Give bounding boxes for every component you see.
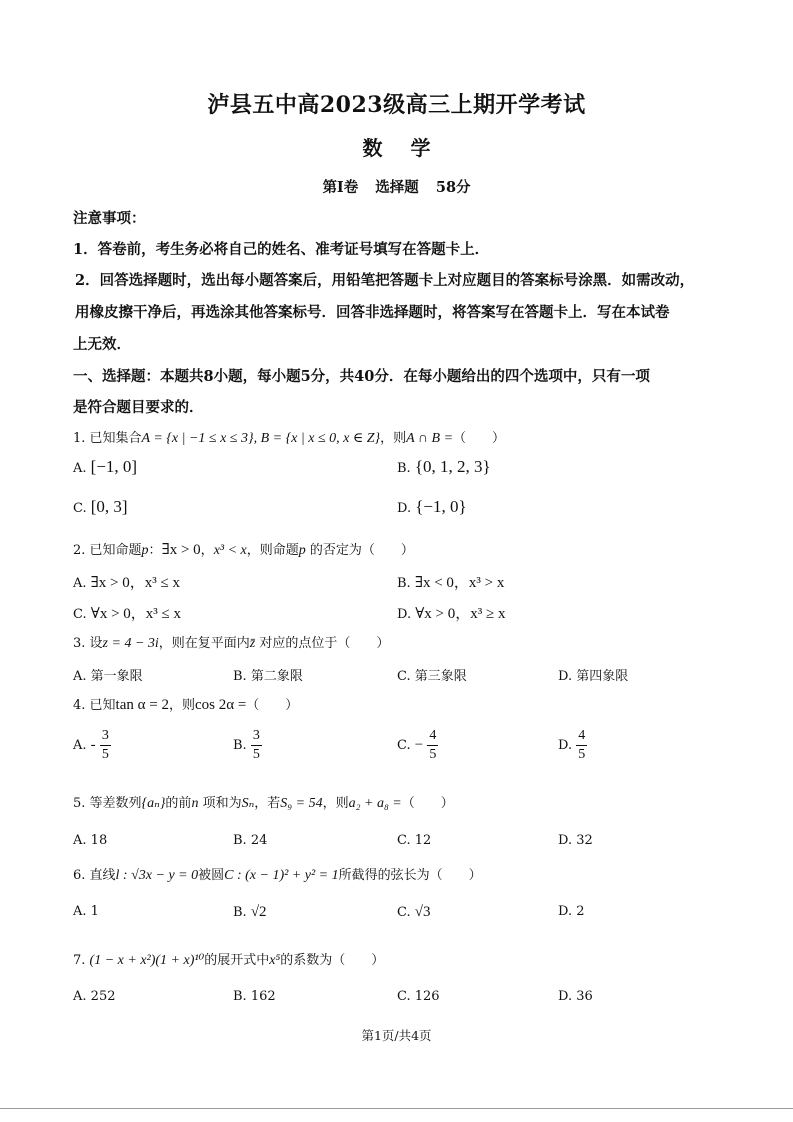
option-2b: B. ∃x < 0，x³ > x [397, 575, 505, 591]
option-5a: A. 18 [73, 833, 108, 848]
question-5-stem: 5. 等差数列{aₙ}的前n 项和为Sₙ，若S₉ = 54，则a₂ + a₈ =（ ） [73, 796, 454, 811]
option-2d: D. ∀x > 0，x³ ≥ x [397, 606, 506, 622]
option-2c: C. ∀x > 0，x³ ≤ x [73, 606, 182, 622]
option-6b: B. √2 [233, 904, 267, 920]
option-5b: B. 24 [233, 833, 268, 848]
part1-instruction-line1: 一、选择题：本题共8小题，每小题5分，共40分．在每小题给出的四个选项中，只有一项 [73, 368, 650, 385]
option-4a: A. - $\frac{3}{5}$ [73, 728, 109, 762]
note-item-1: 1．答卷前，考生务必将自己的姓名、准考证号填写在答题卡上． [73, 241, 490, 258]
question-7-stem: 7. (1 − x + x²)(1 + x)¹⁰的展开式中x⁵的系数为（ ） [73, 953, 385, 968]
exam-title: 泸县五中高2023级高三上期开学考试 [207, 92, 586, 118]
subject-char: 学 [410, 136, 431, 160]
part1-instruction-line2: 是符合题目要求的． [73, 399, 204, 416]
subject-char: 数 [362, 136, 383, 160]
section-part: 58分 [435, 179, 471, 196]
option-4c: C. − $\frac{4}{5}$ [397, 728, 437, 762]
option-4b: B. $\frac{3}{5}$ [233, 728, 260, 762]
option-7c: C. 126 [397, 989, 440, 1004]
question-4-stem: 4. 已知tan α = 2，则cos 2α =（ ） [73, 697, 299, 713]
question-1-stem: 1. 已知集合A = {x | −1 ≤ x ≤ 3}, B = {x | x ≤ 0, x ∈ Z}，则A ∩ B =（ ） [73, 431, 506, 446]
note-item-2-line3: 上无效． [73, 336, 131, 353]
option-1a: A. [−1, 0] [73, 457, 138, 476]
option-1d: D. {−1, 0} [397, 497, 467, 516]
footer-divider [0, 1108, 793, 1109]
fraction: $\frac{3}{5}$ [101, 728, 109, 762]
option-6a: A. 1 [73, 904, 99, 919]
notes-heading: 注意事项： [73, 210, 146, 227]
option-5d: D. 32 [558, 833, 593, 848]
section-part: 选择题 [375, 179, 419, 196]
option-5c: C. 12 [397, 833, 432, 848]
option-7b: B. 162 [233, 989, 276, 1004]
option-2a: A. ∃x > 0，x³ ≤ x [73, 575, 180, 591]
option-1b: B. {0, 1, 2, 3} [397, 457, 491, 476]
option-3d: D. 第四象限 [558, 669, 629, 684]
section-heading [0, 176, 793, 197]
option-6d: D. 2 [558, 904, 585, 919]
option-7a: A. 252 [73, 989, 116, 1004]
page-number: 第1页/共4页 [361, 1028, 432, 1043]
option-3b: B. 第二象限 [233, 669, 303, 684]
option-1c: C. [0, 3] [73, 497, 128, 516]
fraction: $\frac{4}{5}$ [578, 728, 586, 762]
question-3-stem: 3. 设z = 4 − 3i，则在复平面内z̄ 对应的点位于（ ） [73, 636, 390, 651]
note-item-2-line1: 2．回答选择题时，选出每小题答案后，用铅笔把答题卡上对应题目的答案标号涂黑．如需改动， [75, 272, 695, 289]
option-3c: C. 第三象限 [397, 669, 467, 684]
question-6-stem: 6. 直线l : √3x − y = 0被圆C : (x − 1)² + y² = 1所截得的弦长为（ ） [73, 868, 482, 883]
option-3a: A. 第一象限 [73, 669, 143, 684]
option-7d: D. 36 [558, 989, 593, 1004]
fraction: $\frac{4}{5}$ [429, 728, 437, 762]
option-6c: C. √3 [397, 904, 431, 920]
subject-title [0, 132, 793, 161]
question-2-stem: 2. 已知命题p：∃x > 0，x³ < x，则命题p 的否定为（ ） [73, 542, 414, 558]
option-4d: D. $\frac{4}{5}$ [558, 728, 586, 762]
note-item-2-line2: 用橡皮擦干净后，再选涂其他答案标号．回答非选择题时，将答案写在答题卡上．写在本试卷 [75, 304, 670, 321]
section-part: 第Ⅰ卷 [322, 179, 359, 196]
fraction: $\frac{3}{5}$ [252, 728, 260, 762]
